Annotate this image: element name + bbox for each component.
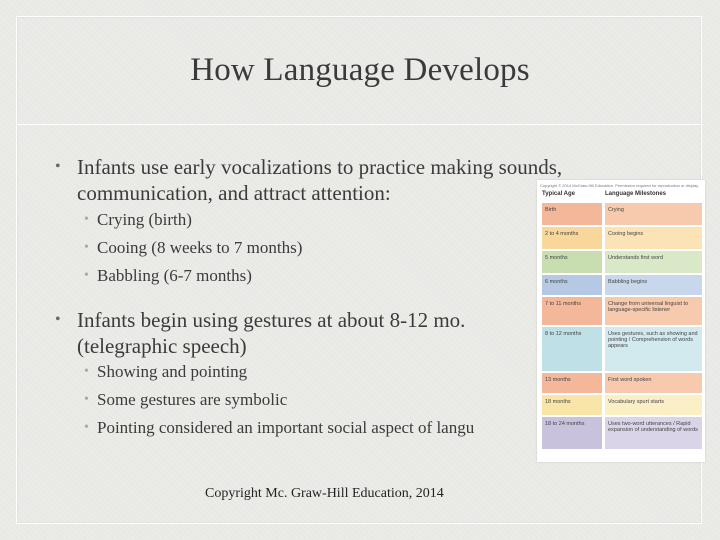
table-row [542, 227, 702, 249]
sub-bullet-text: Babbling (6-7 months) [97, 266, 252, 285]
sub-bullet [84, 362, 248, 382]
bullet-1-line-1: Infants use early vocalizations to practice making sounds, [77, 155, 563, 179]
table-cell-milestone: Cooing begins [605, 227, 702, 249]
bullet-2 [55, 307, 466, 359]
sub-bullet-dot-icon: • [84, 364, 89, 379]
sub-bullet-text: Crying (birth) [97, 210, 192, 229]
sub-bullet-text: Showing and pointing [97, 362, 248, 381]
copyright-footer: Copyright Mc. Graw-Hill Education, 2014 [205, 486, 444, 501]
bullet-2-line-1: Infants begin using gestures at about 8-12 mo. [77, 308, 466, 332]
sub-bullet [84, 238, 303, 258]
sub-bullet-dot-icon: • [84, 240, 89, 255]
bullet-2-line-2: (telegraphic speech) [77, 334, 247, 358]
table-cell-age: 5 months [542, 251, 602, 273]
bullet-1-line-2: communication, and attract attention: [77, 181, 391, 205]
table-cell-milestone: Babbling begins [605, 275, 702, 295]
table-row [542, 395, 702, 415]
sub-bullet-text: Cooing (8 weeks to 7 months) [97, 238, 303, 257]
milestones-table [537, 180, 705, 462]
table-header-milestones: Language Milestones [605, 191, 667, 197]
table-cell-milestone: Vocabulary spurt starts [605, 395, 702, 415]
sub-bullet [84, 418, 475, 438]
bullet-1 [55, 154, 563, 206]
table-row [542, 203, 702, 225]
sub-bullet-text: Some gestures are symbolic [97, 390, 288, 409]
table-row [542, 327, 702, 371]
bullet-dot-icon: • [55, 158, 61, 175]
sub-bullet-dot-icon: • [84, 268, 89, 283]
sub-bullet [84, 390, 288, 410]
table-cell-milestone: Uses gestures, such as showing and pointing / Comprehension of words appears [605, 327, 702, 371]
sub-bullet-text: Pointing considered an important social aspect of langu [97, 418, 475, 437]
table-cell-milestone: Understands first word [605, 251, 702, 273]
table-cell-milestone: Uses two-word utterances / Rapid expansion of understanding of words [605, 417, 702, 449]
title-divider [17, 124, 703, 125]
table-cell-age: 13 months [542, 373, 602, 393]
table-row [542, 297, 702, 325]
sub-bullet-dot-icon: • [84, 392, 89, 407]
bullet-dot-icon: • [55, 311, 61, 328]
sub-bullet-dot-icon: • [84, 212, 89, 227]
table-cell-age: 8 to 12 months [542, 327, 602, 371]
table-cell-age: 2 to 4 months [542, 227, 602, 249]
table-copyright: Copyright © 2014 McGraw-Hill Education. Permission required for reproduction or display. [540, 183, 699, 188]
table-cell-age: 7 to 11 months [542, 297, 602, 325]
table-row [542, 251, 702, 273]
table-row [542, 275, 702, 295]
table-cell-milestone: Change from universal linguist to language-specific listener [605, 297, 702, 325]
sub-bullet-dot-icon: • [84, 420, 89, 435]
table-cell-age: 18 to 24 months [542, 417, 602, 449]
table-cell-milestone: Crying [605, 203, 702, 225]
table-cell-age: 18 months [542, 395, 602, 415]
sub-bullet [84, 210, 192, 230]
slide-title: How Language Develops [190, 52, 530, 88]
table-cell-age: 6 months [542, 275, 602, 295]
sub-bullet [84, 266, 252, 286]
table-header-age: Typical Age [542, 191, 576, 197]
table-cell-age: Birth [542, 203, 602, 225]
table-row [542, 373, 702, 393]
table-row [542, 417, 702, 449]
table-cell-milestone: First word spoken [605, 373, 702, 393]
